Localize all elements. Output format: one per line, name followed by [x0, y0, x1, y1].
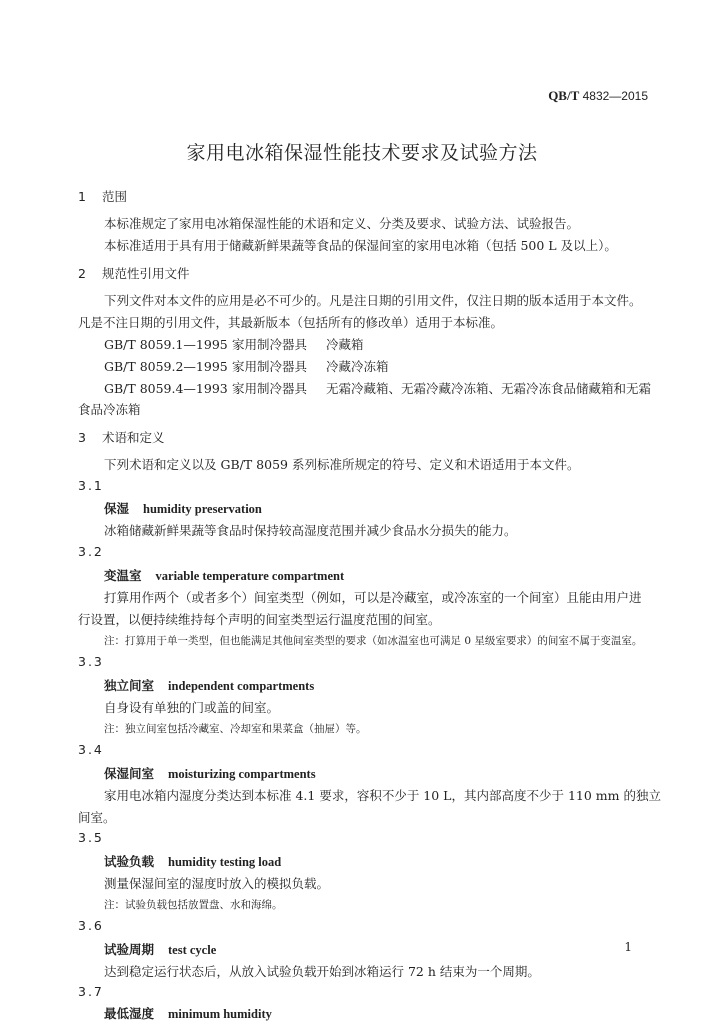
reference-continuation: 食品冷冻箱	[78, 402, 141, 417]
page-number: 1	[624, 940, 632, 954]
reference-name: 冷藏箱	[325, 337, 364, 352]
section-3-heading	[78, 428, 165, 446]
term-entry	[104, 499, 262, 517]
reference-category: 家用制冷器具	[231, 337, 307, 352]
reference-code: GB/T 8059.4—1993	[104, 381, 228, 396]
term-english: test cycle	[168, 943, 217, 957]
reference-row	[104, 357, 388, 375]
clause-number: 3.6	[78, 918, 104, 933]
term-note: 注：独立间室包括冷藏室、冷却室和果菜盒（抽屉）等。	[104, 723, 367, 735]
term-chinese: 最低湿度	[104, 1006, 155, 1021]
term-note: 注：试验负载包括放置盘、水和海绵。	[104, 899, 283, 911]
term-definition: 家用电冰箱内湿度分类达到本标准 4.1 要求，容积不少于 10 L，其内部高度不少于 110 mm 的独立	[104, 788, 661, 803]
term-entry	[104, 940, 216, 958]
reference-code: GB/T 8059.2—1995	[104, 359, 228, 374]
term-chinese: 试验周期	[104, 942, 155, 957]
term-definition: 行设置，以便持续维持每个声明的间室类型运行温度范围的间室。	[78, 612, 441, 627]
paragraph: 本标准规定了家用电冰箱保湿性能的术语和定义、分类及要求、试验方法、试验报告。	[104, 216, 580, 231]
reference-row	[104, 379, 651, 397]
reference-category: 家用制冷器具	[231, 381, 307, 396]
term-definition: 间室。	[78, 810, 116, 825]
document-title: 家用电冰箱保湿性能技术要求及试验方法	[186, 142, 538, 164]
term-note: 注：打算用于单一类型，但也能满足其他间室类型的要求（如冰温室也可满足 0 星级室要求）的间室不属于变温室。	[104, 635, 643, 647]
section-2-heading	[78, 264, 190, 282]
term-entry	[104, 764, 316, 782]
term-definition: 自身设有单独的门或盖的间室。	[104, 700, 280, 715]
standard-prefix: QB/T	[548, 88, 580, 103]
term-english: variable temperature compartment	[155, 569, 345, 583]
term-chinese: 变温室	[104, 568, 142, 583]
paragraph: 下列文件对本文件的应用是必不可少的。凡是注日期的引用文件，仅注日期的版本适用于本文件。	[104, 293, 642, 308]
term-entry	[104, 852, 281, 870]
term-english: independent compartments	[168, 679, 315, 693]
paragraph: 本标准适用于具有用于储藏新鲜果蔬等食品的保湿间室的家用电冰箱（包括 500 L 及以上）。	[104, 238, 617, 253]
term-entry	[104, 1004, 272, 1022]
term-definition: 冰箱储藏新鲜果蔬等食品时保持较高湿度范围并减少食品水分损失的能力。	[104, 523, 517, 538]
term-chinese: 独立间室	[104, 678, 155, 693]
term-chinese: 保湿间室	[104, 766, 155, 781]
clause-number: 3.3	[78, 654, 104, 669]
term-definition: 打算用作两个（或者多个）间室类型（例如，可以是冷藏室，或冷冻室的一个间室）且能由用户进	[104, 590, 642, 605]
section-title: 规范性引用文件	[101, 266, 190, 281]
term-definition: 达到稳定运行状态后，从放入试验负载开始到冰箱运行 72 h 结束为一个周期。	[104, 964, 540, 979]
paragraph: 下列术语和定义以及 GB/T 8059 系列标准所规定的符号、定义和术语适用于本文件。	[104, 457, 580, 472]
term-english: minimum humidity	[168, 1007, 272, 1021]
term-definition: 测量保湿间室的湿度时放入的模拟负载。	[104, 876, 330, 891]
standard-number	[548, 88, 648, 104]
section-number: 2	[78, 266, 86, 281]
section-number: 1	[78, 189, 86, 204]
section-title: 术语和定义	[101, 430, 165, 445]
reference-name: 无霜冷藏箱、无霜冷藏冷冻箱、无霜冷冻食品储藏箱和无霜	[325, 381, 651, 396]
term-entry	[104, 566, 344, 584]
clause-number: 3.5	[78, 830, 104, 845]
term-english: moisturizing compartments	[168, 767, 316, 781]
clause-number: 3.1	[78, 478, 104, 493]
clause-number: 3.7	[78, 984, 104, 999]
reference-category: 家用制冷器具	[231, 359, 307, 374]
term-english: humidity testing load	[168, 855, 282, 869]
section-title: 范围	[101, 189, 127, 204]
term-entry	[104, 676, 314, 694]
reference-name: 冷藏冷冻箱	[325, 359, 389, 374]
term-english: humidity preservation	[143, 502, 262, 516]
section-number: 3	[78, 430, 86, 445]
standard-code: 4832—2015	[582, 89, 648, 103]
reference-code: GB/T 8059.1—1995	[104, 337, 228, 352]
clause-number: 3.4	[78, 742, 104, 757]
term-chinese: 保湿	[104, 501, 130, 516]
reference-row	[104, 335, 363, 353]
paragraph: 凡是不注日期的引用文件，其最新版本（包括所有的修改单）适用于本标准。	[78, 315, 504, 330]
section-1-heading	[78, 187, 127, 205]
term-chinese: 试验负载	[104, 854, 155, 869]
clause-number: 3.2	[78, 544, 104, 559]
